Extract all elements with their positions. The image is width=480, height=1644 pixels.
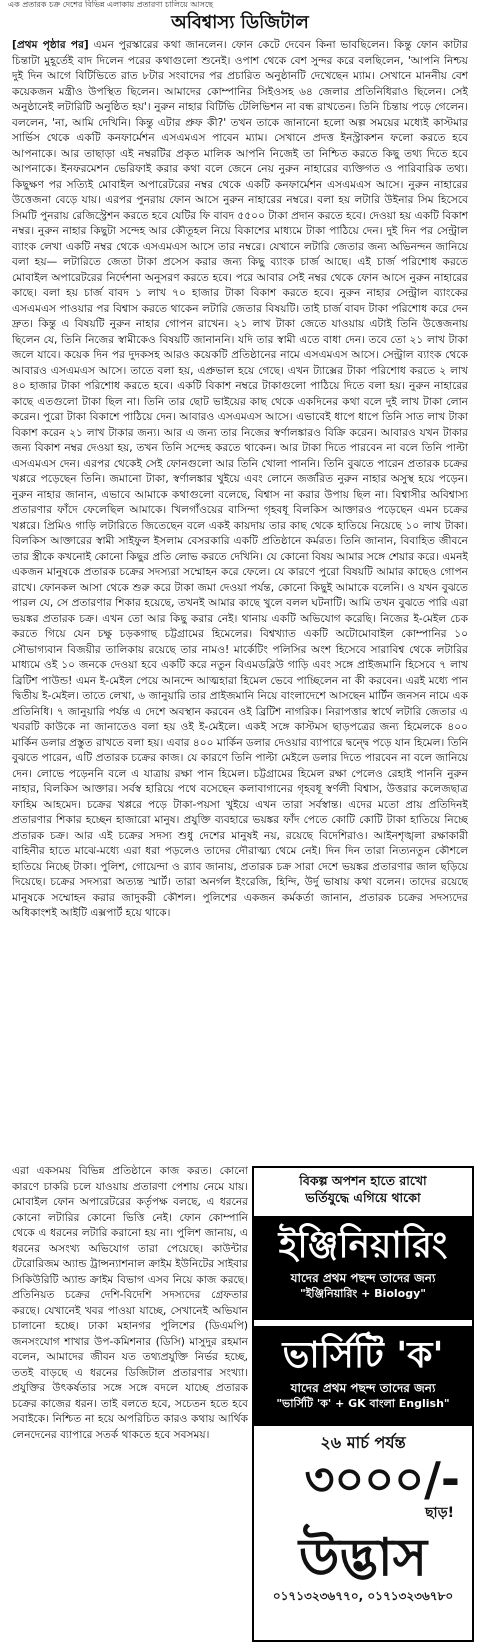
lower-column <box>12 1164 248 1638</box>
varsity-note: "ভার্সিটি 'ক' + GK বাংলা English" <box>276 1397 450 1410</box>
brand-logo: উদ্ভাস <box>298 1528 428 1588</box>
article-text: এমন পুরস্কারের কথা জানলেন। ফোন কেটে দেবেন কিনা ভাবছিলেন। কিন্তু ফোন কাটার চিন্তাটা মুহূর্তেই বাদ দিলেন পরের কথাগুলো শুনেই। ওপাশ থেকে বেশ সুন্দর করে বলছিলেন, 'আপনি নিশ্চয় দুই দিন আগে বিটিভিতে রাত ৮টার সংবাদের পর প্রচারিত অনুষ্ঠানটি দেখেছেন ম্যাম। সেখানে মাননীয় বেশ কয়েকজন মন্ত্রীও উপস্থিত ছিলেন। আমাদের কোম্পানির সিইওসহ ৬৪ জেলার প্রতিনিধিরাও ছিলেন। সেই অনুষ্ঠানেই লটারিটি অনুষ্ঠিত হয়'। নুরুন নাহার বিটিভি টেলিভিশন না বন্ধ রাখতেন। তিনি চিন্তায় পড়ে গেলেন। বললেন, 'না, আমি দেখিনি। কিন্তু এটার প্রুফ কী?' তখন তাকে জানানো হলো অল্প সময়ের মধ্যেই কাস্টমার সার্ভিস থেকে একটি কনফার্মেশন এসএমএস পাবেন ম্যাম। সেখানে প্রদত্ত ইনস্ট্রাকশন ফলো করতে হবে আপনাকে। আর তাছাড়া এই নম্বরটির প্রকৃত মালিক আপনি নিজেই তা নিশ্চিত করতে কিছু তথ্য দিতে হবে আপনাকে। ইনফরমেশন ভেরিফাই করার কথা বলে জেনে নেয় নুরুন নাহারের ব্যক্তিগত ও পারিবারিক তথ্য। কিছুক্ষণ পর সত্যিই মোবাইল অপারেটরের নম্বর থেকে একটি কনফার্মেশন এসএমএস আসে। নুরুন নাহারের উত্তেজনা বেড়ে যায়। এরপর পুনরায় ফোন আসে নুরুন নাহারের নম্বরে। বলা হয় লটারি উইনার সিম হিসেবে সিমটি পুনরায় রেজিস্ট্রেশন করতে হবে যেটির ফি বাবদ ৫৫০০ টাকা প্রদান করতে হবে। দেওয়া হয় একটি বিকাশ নম্বর। নুরুন নাহার কিছুটা সন্দেহ আর কৌতূহল নিয়ে বিকাশের মাধ্যমে টাকা পাঠিয়ে দেন। দুই দিন পর সেন্ট্রাল ব্যাংক লেখা একটি নম্বর থেকে এসএমএস আসে তার নম্বরে। যেখানে লটারি জেতার জন্য অভিনন্দন জানিয়ে বলা হয়— লটারিতে জেতা টাকা প্রসেস করার জন্য কিছু ব্যাংক চার্জ আছে। এই চার্জ পরিশোধ করতে মোবাইল অপারেটরের নির্দেশনা অনুসরণ করতে হবে। পরে আবার সেই নম্বর থেকে ফোন আসে নুরুন নাহারের কাছে। বলা হয় চার্জ বাবদ ১ লাখ ৭০ হাজার টাকা বিকাশ করতে হবে। নুরুন নাহার সেন্ট্রাল ব্যাংকের এসএমএস পাওয়ার পর বিশ্বাস করতে থাকেন লটারি জেতার বিষয়টি। তাই চার্জ বাবদ টাকা পরিশোধ করে দেন দ্রুত। কিন্তু এ বিষয়টি নুরুন নাহার গোপন রাখেন। ২১ লাখ টাকা জেতে যাওয়ায় এটাই তিনি উত্তেজনায় ছিলেন যে, তিনি নিজের স্বামীকেও বিষয়টি জানাননি। যদি তার স্বামী এতে বাধা দেন। তবে তো ২১ লাখ টাকা জলে যাবে। কয়েক দিন পর দুদকসহ আরও কয়েকটি প্রতিষ্ঠানের নামে এসএমএস আসে। সেন্ট্রাল ব্যাংক থেকে আবারও এসএমএস আসে। তাতে বলা হয়, এপ্রুভাল হয়ে গেছে। এখন ট্যাক্সের টাকা পরিশোধ করতে ২ লাখ ৪০ হাজার টাকা পরিশোধ করতে হবে। একটি বিকাশ নম্বরে টাকাগুলো পাঠিয়ে দিতে বলা হয়। নুরুন নাহারের কাছে এতগুলো টাকা ছিল না। তিনি তার ছোট ভাইয়ের কাছ থেকে একদিনের কথা বলে দুই লাখ টাকা লোন করেন। পুরো টাকা বিকাশে পাঠিয়ে দেন। আবারও এসএমএস আসে। এভাবেই ধাপে ধাপে তিনি সাত লাখ টাকা বিকাশ করেন ২১ লাখ টাকার জন্য। আর এ জন্য তার নিজের স্বর্ণালঙ্কারও বিক্রি করেন। আবারও যখন টাকার জন্য বিকাশ নম্বর দেওয়া হয়, তখন তিনি সন্দেহ করতে থাকেন। আর টাকা দিতে পারবেন না বলে তিনি পাল্টা এসএমএস দেন। এরপর থেকেই সেই ফোনগুলো আর তিনি খোলা পাননি। তিনি বুঝতে পারেন প্রতারক চক্রের খপ্পরে পড়েছেন তিনি। জমানো টাকা, স্বর্ণালঙ্কার খুইয়ে এবং লোনে জর্জরিত নুরুন নাহার অসুস্থ হয়ে পড়েন। নুরুন নাহার জানান, এভাবে আমাকে কথাগুলো বলেছে, বিশ্বাস না করার উপায় ছিল না। বিশ্বাসীর অবিশ্বাস্য প্রতারণার ফাঁদে ফেলেছিল আমাকে। খিলগাঁওয়ের বাসিন্দা গৃহবধূ বিলকিস আক্তারও পড়েছেন এমন চক্রের খপ্পরে। প্রিমিও গাড়ি লটারিতে জিতেছেন বলে একই কায়দায় তার কাছ থেকে হাতিয়ে নিয়েছে ১০ লাখ টাকা। বিলকিস আক্তারের স্বামী সাইফুল ইসলাম বেসরকারি একটি প্রতিষ্ঠানে কর্মরত। তিনি জানান, বিবাহিত জীবনে তার স্ত্রীকে কখনোই কোনো কিছুর প্রতি লোভ করতে দেখিনি। যে কোনো বিষয় আমার সঙ্গে শেয়ার করে। এমনই একজন মানুষকে প্রতারক চক্রের সদস্যরা সম্মোহন করে ফেলে। যে কারণে পুরো বিষয়টি আমার কাছেও গোপন রাখে। ফোনকল আসা থেকে শুরু করে টাকা জমা দেওয়া পর্যন্ত, কোনো কিছুই আমাকে বলেনি। ও যখন বুঝতে পারল যে, সে প্রতারণার শিকার হয়েছে, তখনই আমার কাছে খুলে বলল ঘটনাটি। আমি তখন বুঝতে পারি এরা ভয়ঙ্কর প্রতারক চক্র। এখন তো আর কিছু করার নেই। থানায় একটি অভিযোগ করেছি। নিজের ই-মেইল চেক করতে গিয়ে যেন চক্ষু চড়কগাছ চট্টগ্রামের হিমেলের। বিশ্বখ্যাত একটি অটোমোবাইল কোম্পানির ১০ সৌভাগ্যবান বিজয়ীর তালিকায় রয়েছে তার নামও! মার্কেটিং পলিসির অংশ হিসেবে সারাবিশ্ব থেকে লটারির মাধ্যমে ওই ১০ জনকে দেওয়া হবে একটি করে নতুন বিএমডব্লিউ গাড়ি এবং সঙ্গে প্রাইজমানি হিসেবে ৭ লাখ ব্রিটিশ পাউন্ড! এমন ই-মেইল পেয়ে আনন্দে আত্মহারা হিমেল ভেবে পাচ্ছিলেন না কী করবেন। এরই মধ্যে পান দ্বিতীয় ই-মেইল। তাতে লেখা, ৬ জানুয়ারি তার প্রাইজমানি নিয়ে বাংলাদেশে আসছেন মার্টিন জনসন নামে এক প্রতিনিধি। ৭ জানুয়ারি পর্যন্ত এ দেশে অবস্থান করবেন ওই ব্রিটিশ নাগরিক। নিরাপত্তার স্বার্থে লটারি জেতার এ খবরটি কাউকে না জানাতেও বলা হয় ওই ই-মেইলে। একই সঙ্গে কাস্টমস ছাড়পত্রের জন্য হিমেলকে ৪০০ মার্কিন ডলার প্রস্তুত রাখতে বলা হয়। এবার ৪০০ মার্কিন ডলার দেওয়ার ব্যাপারে দ্বন্দ্বে পড়ে যান হিমেল। তিনি বুঝতে পারেন, এটি প্রতারক চক্রের কাজ। যে কারণে তিনি পাল্টা মেইলে ডলার দিতে পারবেন না বলে জানিয়ে দেন। লোভে পড়েননি বলে এ যাত্রায় রক্ষা পান হিমেল। চট্টগ্রামের হিমেল রক্ষা পেলেও রেহাই পাননি নুরুন নাহার, বিলকিস আক্তার। সর্বস্ব হারিয়ে পথে বসেছেন কলাবাগানের গৃহবধূ স্বর্ণলী বিশ্বাস, উত্তরার কলেজছাত্র ফাহিম আহমেদ। চক্রের খপ্পরে পড়ে টাকা-পয়সা খুইয়ে এখন তারা সর্বস্বান্ত। এদের মতো প্রায় প্রতিদিনই প্রতারণার শিকার হচ্ছেন হাজারো মানুষ। প্রযুক্তি ব্যবহারে ভয়ঙ্কর ফাঁদ পেতে কোটি কোটি টাকা হাতিয়ে নিচ্ছে প্রতারক চক্র। আর এই চক্রের সদস্য শুধু দেশের মানুষই নয়, রয়েছে বিদেশিরাও। আইনশৃঙ্খলা রক্ষাকারী বাহিনীর হাতে মাঝে-মধ্যে এরা ধরা পড়লেও তাদের দৌরাত্ম্য থেমে নেই। দিন দিন তারা নিত্যনতুন কৌশলে হাতিয়ে নিচ্ছে টাকা। পুলিশ, গোয়েন্দা ও র‍্যাব জানায়, প্রতারক চক্র সারা দেশে ভয়ঙ্কর প্রতারণার জাল ছড়িয়ে দিয়েছে। চক্রের সদস্যরা অত্যন্ত স্মার্ট। তারা অনর্গল ইংরেজি, হিন্দি, উর্দু ভাষায় কথা বলেন। তাদের রয়েছে মানুষকে সম্মোহন করার জাদুকরী কৌশল। পুলিশের একজন কর্মকর্তা জানান, প্রতারক চক্রের সদস্যদের অধিকাংশই আইটি এক্সপার্ট হয়ে থাকে। <box>12 39 468 919</box>
lead-label: [প্রথম পৃষ্ঠার পর] <box>12 39 89 51</box>
top-strip: এক প্রতারক চক্র দেশের বিভিন্ন এলাকায় প্রতারণা চালিয়ে আসছে <box>8 0 214 9</box>
ad-price: ৩০০০/- <box>304 1452 460 1506</box>
varsity-sub: যাদের প্রথম পছন্দ তাদের জন্য <box>290 1381 436 1395</box>
ad-tagline <box>254 1168 472 1214</box>
coaching-advertisement <box>252 1166 474 1642</box>
ad-discount: ছাড়! <box>425 1505 454 1521</box>
ad-date: ২৬ মার্চ পর্যন্ত <box>320 1433 406 1452</box>
engineering-title: ইঞ্জিনিয়ারিং <box>278 1225 448 1266</box>
engineering-block <box>254 1216 472 1320</box>
engineering-note: "ইঞ্জিনিয়ারিং + Biology" <box>299 1287 426 1300</box>
article-headline: অবিশ্বাস্য ডিজিটাল <box>171 12 309 33</box>
ad-tagline-1: বিকল্প অপশন হাতে রাখো <box>299 1173 427 1188</box>
engineering-sub: যাদের প্রথম পছন্দ তাদের জন্য <box>290 1271 436 1285</box>
article-body <box>12 38 468 1162</box>
ad-tagline-2: ভর্তিযুদ্ধে এগিয়ে থাকো <box>305 1190 421 1205</box>
varsity-title: ভার্সিটি 'ক' <box>282 1335 444 1376</box>
ad-phones: ০১৭১৩২৩৬৭৭০, ০১৭১৩২৩৬৭৮০ <box>272 1589 454 1603</box>
lower-column-text: এরা একসময় বিভিন্ন প্রতিষ্ঠানে কাজ করত। কোনো কারণে চাকরি চলে যাওয়ায় প্রতারণা পেশায় নেমে যায়। মোবাইল ফোন অপারেটরের কর্তৃপক্ষ বলছে, এ ধরনের কোনো লটারির কোনো ভিত্তি নেই। ফোন কোম্পানি থেকে এ ধরনের লটারি করানো হয় না। পুলিশ জানায়, এ ধরনের অসংখ্য অভিযোগ তারা পেয়েছে। কাউন্টার টেরোরিজম অ্যান্ড ট্রান্সন্যাশনাল ক্রাইম ইউনিটের সাইবার সিকিউরিটি অ্যান্ড ক্রাইম বিভাগ এসব নিয়ে কাজ করছে। প্রতিনিয়ত চক্রের দেশি-বিদেশি সদস্যদের গ্রেফতার করছে। যেখানেই খবর পাওয়া যাচ্ছে, সেখানেই অভিযান চালানো হচ্ছে। ঢাকা মহানগর পুলিশের (ডিএমপি) জনসংযোগ শাখার উপ-কমিশনার (ডিসি) মাসুদুর রহমান বলেন, আমাদের জীবন যত তথ্যপ্রযুক্তি নির্ভর হচ্ছে, ততই বাড়ছে এ ধরনের ডিজিটাল প্রতারণার সংখ্যা। প্রযুক্তির উৎকর্ষতার সঙ্গে সঙ্গে বদলে যাচ্ছে প্রতারক চক্রের কাজের ধরন। তাই বলতে হবে, সচেতন হতে হবে সবাইকে। নিশ্চিত না হয়ে অপরিচিত কারও কথায় আর্থিক লেনদেনের ব্যাপারে সতর্ক থাকতে হবে সবসময়। <box>12 1165 248 1441</box>
article-paragraph <box>12 38 468 922</box>
varsity-block <box>254 1326 472 1426</box>
